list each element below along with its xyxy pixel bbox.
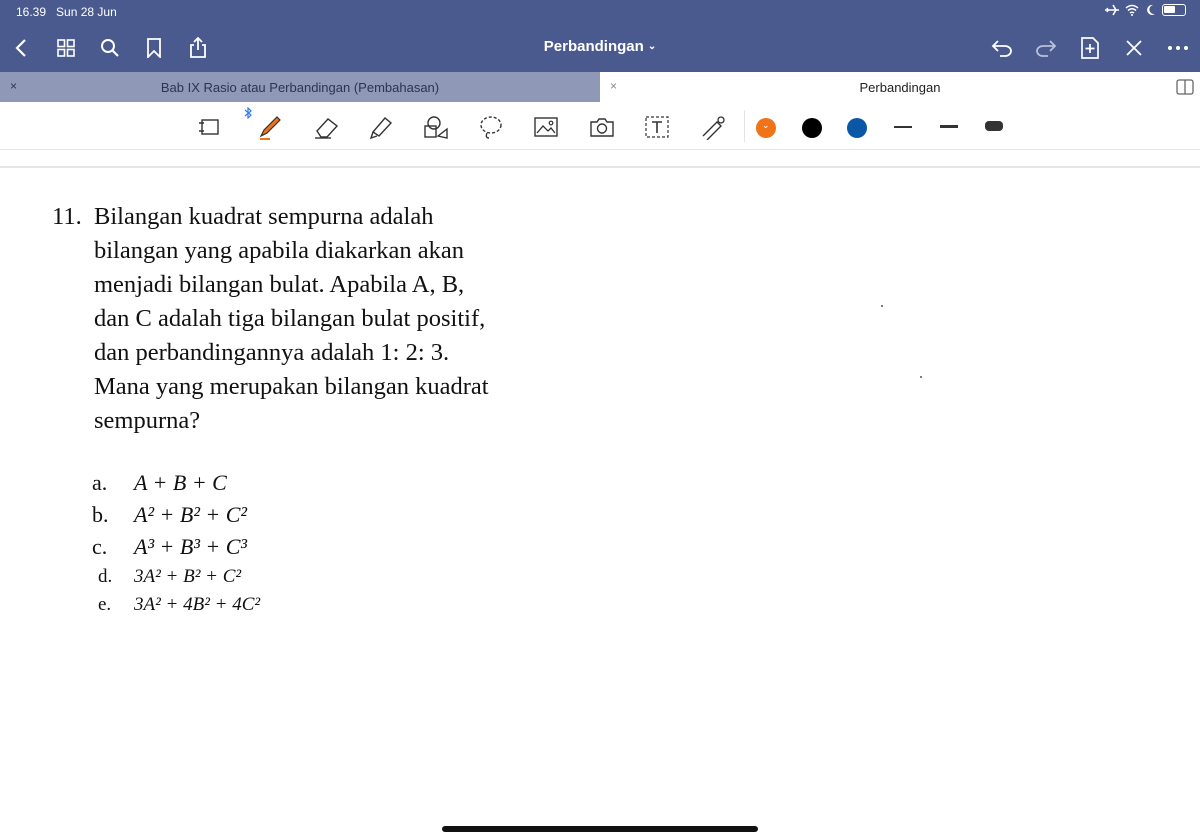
lasso-select-icon[interactable] (195, 112, 225, 142)
laser-pointer-icon[interactable] (698, 112, 728, 142)
color-swatch-blue[interactable] (847, 118, 867, 138)
redo-icon[interactable] (1032, 34, 1060, 62)
tab-bar (0, 72, 1200, 102)
airplane-icon (1105, 4, 1119, 16)
wifi-icon (1125, 4, 1139, 16)
bluetooth-icon (244, 106, 252, 124)
option-text: 3A² + 4B² + 4C² (134, 594, 261, 615)
eraser-icon[interactable] (312, 112, 342, 142)
close-icon[interactable]: × (10, 79, 18, 93)
split-view-icon[interactable] (1176, 79, 1194, 100)
status-time: 16.39 Sun 28 Jun (16, 5, 117, 19)
nav-bar (0, 24, 1200, 72)
undo-icon[interactable] (988, 34, 1016, 62)
home-indicator[interactable] (442, 826, 758, 832)
shapes-icon[interactable] (421, 112, 451, 142)
option-letter: c. (92, 534, 108, 559)
option-text: A² + B² + C² (134, 502, 248, 527)
page-separator (0, 166, 1200, 168)
close-icon[interactable]: × (610, 79, 618, 93)
document-title-menu[interactable]: Perbandingan ⌄ (543, 38, 657, 55)
question-text: Bilangan kuadrat sempurna adalah bilangan yang apabila diakarkan akan menjadi bilangan bulat. Apabila A, B, dan C adalah tiga bilangan bulat positif, dan perbandingannya adalah 1: 2: 3. Mana yang merupakan bilangan kuadrat sempurna? (94, 203, 489, 434)
stroke-thin-option[interactable] (894, 126, 912, 128)
option-text: A + B + C (134, 470, 227, 495)
status-date: Sun 28 Jun (56, 5, 117, 19)
text-icon[interactable] (642, 112, 672, 142)
highlighter-icon[interactable] (366, 112, 396, 142)
option-letter: d. (98, 566, 113, 587)
question-number: 11. (52, 203, 82, 230)
ink-dot (881, 305, 883, 307)
stroke-thick-option[interactable] (985, 121, 1003, 131)
stroke-medium-option[interactable] (940, 125, 958, 128)
status-icons (1105, 4, 1186, 16)
ink-dot (920, 376, 922, 378)
camera-icon[interactable] (587, 112, 617, 142)
option-text: 3A² + B² + C² (134, 566, 242, 587)
status-bar (0, 0, 1200, 24)
chevron-down-icon: ⌄ (647, 41, 657, 52)
tab-label: Perbandingan (859, 79, 941, 95)
tool-bar (0, 102, 1200, 150)
option-letter: a. (92, 470, 108, 495)
more-icon[interactable] (1164, 34, 1192, 62)
lasso-icon[interactable] (476, 112, 506, 142)
app-header (0, 0, 1200, 72)
image-icon[interactable] (531, 112, 561, 142)
option-letter: b. (92, 502, 109, 527)
battery-icon (1162, 4, 1186, 16)
toolbar-divider (744, 110, 745, 142)
option-letter: e. (98, 594, 112, 615)
color-swatch-orange[interactable] (756, 118, 776, 138)
tab-bab-ix[interactable] (0, 72, 600, 102)
tab-label: Bab IX Rasio atau Perbandingan (Pembahasan) (160, 79, 440, 95)
close-pen-icon[interactable] (1120, 34, 1148, 62)
add-page-icon[interactable] (1076, 34, 1104, 62)
tab-perbandingan[interactable] (600, 72, 1200, 102)
option-text: A³ + B³ + C³ (134, 534, 248, 559)
chevron-down-icon: ⌄ (762, 120, 770, 130)
color-swatch-black[interactable] (802, 118, 822, 138)
pen-icon[interactable] (255, 112, 285, 142)
moon-icon (1145, 4, 1156, 16)
